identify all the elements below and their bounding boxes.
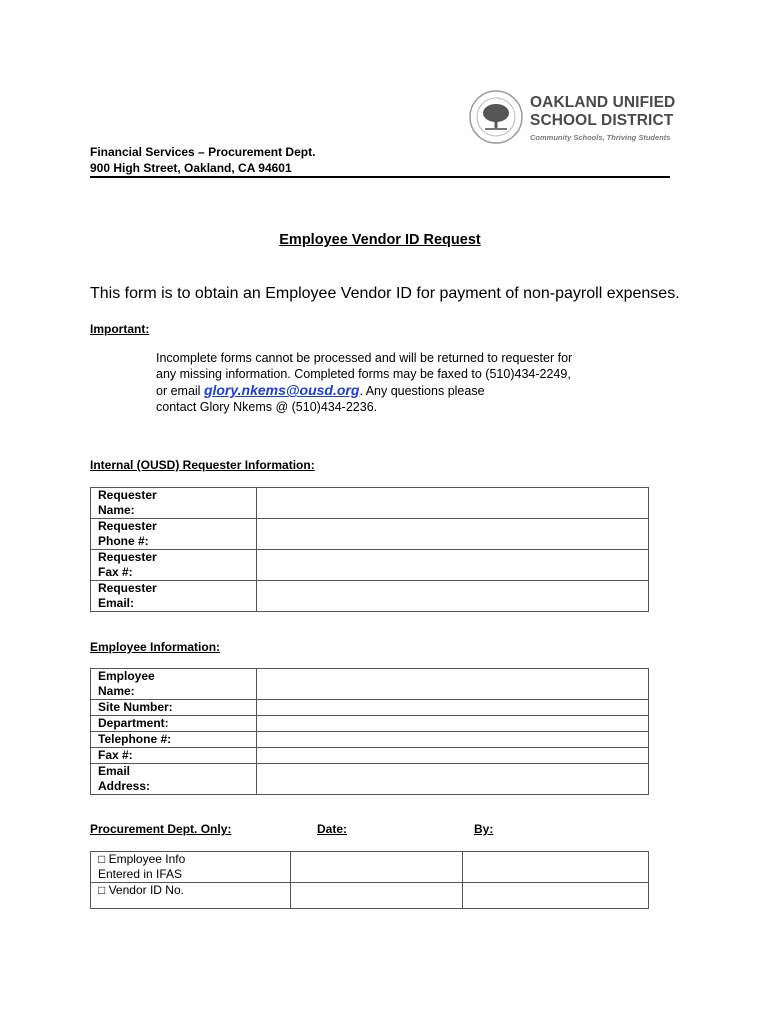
field-label: Requester Name:	[91, 488, 257, 519]
form-title: Employee Vendor ID Request	[279, 232, 481, 248]
table-row	[91, 488, 649, 519]
district-name-line2: SCHOOL DISTRICT	[530, 112, 674, 129]
table-row	[91, 669, 649, 700]
district-tagline: Community Schools, Thriving Students	[530, 133, 671, 142]
date-field[interactable]	[291, 852, 463, 883]
contact-email-link[interactable]: glory.nkems@ousd.org	[203, 382, 360, 398]
table-row	[91, 581, 649, 612]
table-row	[91, 550, 649, 581]
employee-info-table	[90, 668, 649, 795]
field-label: Telephone #:	[91, 732, 257, 748]
requester-info-table	[90, 487, 649, 612]
field-label: Requester Email:	[91, 581, 257, 612]
note-text: or email	[156, 384, 204, 398]
requester-phone-field[interactable]	[257, 519, 649, 550]
requester-email-field[interactable]	[257, 581, 649, 612]
note-line	[156, 382, 596, 399]
field-label: Employee Name:	[91, 669, 257, 700]
department-name: Financial Services – Procurement Dept.	[90, 145, 316, 159]
note-line: Incomplete forms cannot be processed and will be returned to requester for	[156, 351, 573, 365]
by-label: By:	[474, 822, 494, 836]
by-field[interactable]	[463, 852, 649, 883]
procurement-table	[90, 851, 649, 909]
table-row	[91, 519, 649, 550]
note-text: . Any questions please	[359, 384, 485, 398]
note-line: any missing information. Completed forms may be faxed to (510)434-2249,	[156, 367, 571, 381]
requester-section-heading: Internal (OUSD) Requester Information:	[90, 458, 315, 472]
district-seal-logo	[468, 88, 524, 146]
note-line: contact Glory Nkems @ (510)434-2236.	[156, 400, 378, 414]
by-field[interactable]	[463, 883, 649, 909]
field-label: Department:	[91, 716, 257, 732]
important-label: Important:	[90, 322, 150, 336]
table-row	[91, 732, 649, 748]
requester-name-field[interactable]	[257, 488, 649, 519]
date-label: Date:	[317, 822, 348, 836]
department-address: 900 High Street, Oakland, CA 94601	[90, 161, 292, 175]
table-row	[91, 748, 649, 764]
department-field[interactable]	[257, 716, 649, 732]
site-number-field[interactable]	[257, 700, 649, 716]
field-label: Fax #:	[91, 748, 257, 764]
field-label: Site Number:	[91, 700, 257, 716]
field-label: Requester Phone #:	[91, 519, 257, 550]
telephone-field[interactable]	[257, 732, 649, 748]
requester-fax-field[interactable]	[257, 550, 649, 581]
date-field[interactable]	[291, 883, 463, 909]
form-intro: This form is to obtain an Employee Vendor ID for payment of non-payroll expenses.	[90, 285, 680, 302]
table-row	[91, 764, 649, 795]
employee-name-field[interactable]	[257, 669, 649, 700]
employee-section-heading: Employee Information:	[90, 640, 221, 654]
field-label: Requester Fax #:	[91, 550, 257, 581]
header-divider	[90, 176, 670, 178]
table-row	[91, 852, 649, 883]
table-row	[91, 700, 649, 716]
district-name-line1: OAKLAND UNIFIED	[530, 94, 676, 111]
field-label: Email Address:	[91, 764, 257, 795]
district-name	[530, 94, 675, 130]
table-row	[91, 883, 649, 909]
procurement-section-heading: Procurement Dept. Only:	[90, 822, 232, 836]
vendor-id-checkbox[interactable]: □ Vendor ID No.	[91, 883, 291, 909]
email-address-field[interactable]	[257, 764, 649, 795]
fax-field[interactable]	[257, 748, 649, 764]
employee-info-entered-checkbox[interactable]: □ Employee Info Entered in IFAS	[91, 852, 291, 883]
table-row	[91, 716, 649, 732]
important-note	[156, 350, 596, 415]
